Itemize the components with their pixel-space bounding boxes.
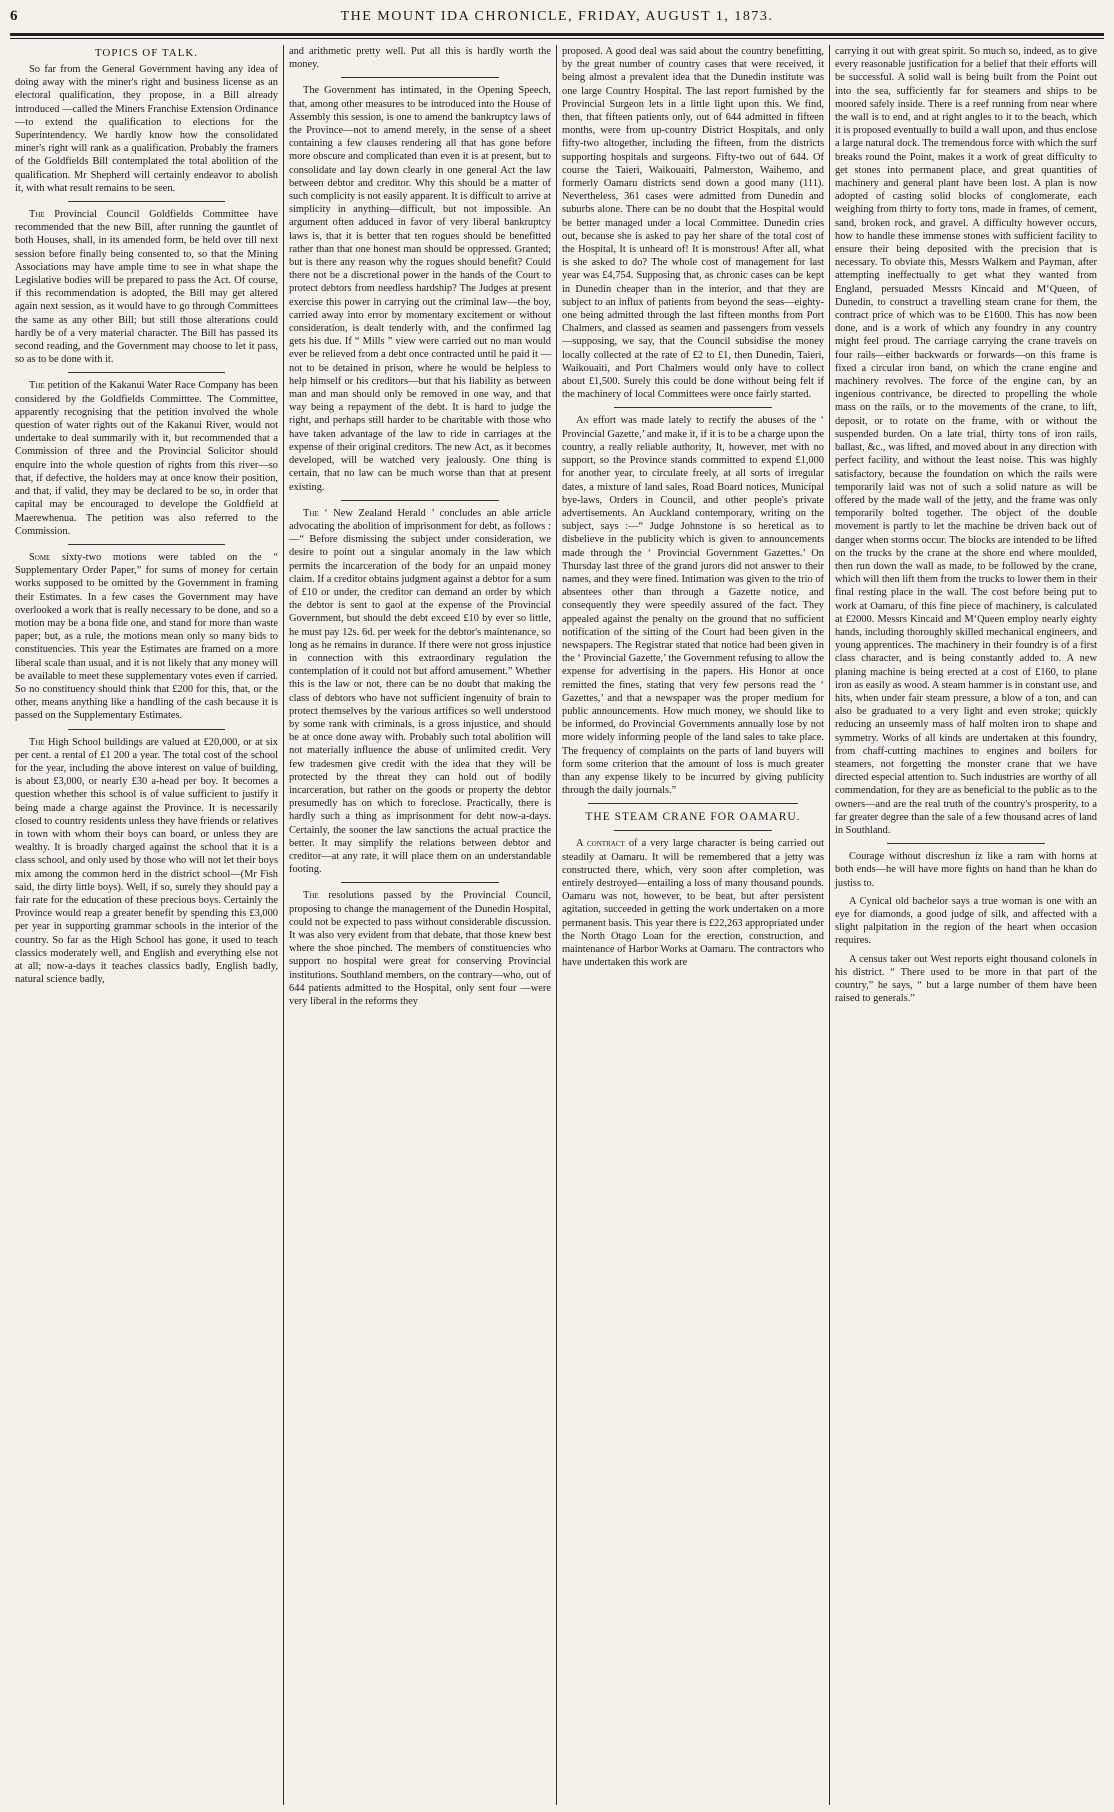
divider [588,803,798,804]
paragraph: The Provincial Council Goldfields Committee have recommended that the new Bill, after running the gauntlet of both Houses, shall, in its amended form, be held over till next session before finally being consented to, so that the Mining Associations may have ample time to see in what shape the Legislative bodies will be prepared to pass the Act. Of course, if this recommendation is adopted, the Bill may get altered again next session, as it would have to go through Committees the same as any other Bill; but still those alterations could hardly be of a very material character. The Bill has passed its second reading, and the Government may choose to let it pass, so as to be done with it. [15,209,278,366]
newspaper-masthead-title: THE MOUNT IDA CHRONICLE, FRIDAY, AUGUST 1, 1873. [340,9,774,24]
divider [341,77,498,78]
paragraph: The resolutions passed by the Provincial Council, proposing to change the management of the Dunedin Hospital, could not be expected to pass without considerable discussion. It was also very evident from that debate, that those knew best where the shoe pinched. The members of constituencies who support no hospital were great for conserving Provincial institutions. Southland members, on the contrary—who, out of 644 patients admitted to the Hospital, only sent four —were very liberal in the reforms they [289,890,551,1008]
paragraph-continued: carrying it out with great spirit. So much so, indeed, as to give every reasonable justification for a belief that their efforts will be successful. A solid wall is being built from the Point out into the sea, sufficiently far for steamers and ships to be moored safely inside. There is a reef running from near where the wall is to end, and at right angles to it to the beach, which it is proposed eventually to build a wall upon, and thus enclose a large natural dock. The tremendous force with which the surf breaks round the Point, makes it a work of great difficulty to get stones into permanent place, and great quantities of machinery and general plant have been lost. A plan is now adopted of casting solid blocks of conglomerate, each weighing from thirty to forty tons, made in frames, of cement, sand, broken rock, and gravel. A difficulty however occurs, how to handle these immense stones with sufficient facility to ensure their being deposited with the precision that is necessary. To obviate this, Messrs Walkem and Payman, after attempting ineffectually to get what they wanted from England, persuaded Messrs Kincaid and M‘Queen, of Dunedin, to construct a travelling steam crane for them, the contract price of which was to be £1600. This has now been done, and is a work of which any foundry in any country might feel proud. The carriage carrying the crane travels on four rails—either backwards or forwards—on this frame is fixed a circular iron band, on which the crane engine and machinery revolves. The force of the engine can, by an ingenious contrivance, be directed to propelling the whole mass on the rails, or to the movements of the crane, to lift, deposit, or to rotate on the frame, with or without the suspended burden. On a late trial, thirty tons of iron rails, ballast, &c., was lifted, and moved about in any direction with perfect facility, and without the least noise. This was highly satisfactory, because the foundation on which the rails were temporarily laid was not of such a solid nature as will be offered by the made wall of the jetty, and the frame was only temporarily bolted together. The object of the double movement is partly to let the machine be driven back out of danger when storms occur. The blocks are intended to be lifted on the trucks by the crane at the shore end where moulded, then run down the wall as made, to be followed by the crane, which will then lift them from the trucks to lower them in their final resting place in the wall. The cost before being put to work at Oamaru, of this fine piece of machinery, is calculated at £2000. Messrs Kincaid and M‘Queen employ nearly eighty hands, including thoroughly skilled mechanical engineers, and young apprentices. The machinery in their foundry is of a first class character, and is being constantly added to. A new planing machine is being erected at a cost of £160, to plane iron as easily as wood. A steam hammer is in constant use, and hits, when under fair steam pressure, a blow of a ton, and can also be graduated to a very light and even stroke; quickly reducing an unseemly mass of half molten iron to shape and symmetry. Works of all kinds are undertaken at this foundry, from chaff-cutting machines to engines and boilers for steamers, not forgetting the monster crane that we have directed especial attention to. Such industries are worthy of all commendation, for they are as beneficial to the public as to the owners—and are the real truth of the country's prosperity, to a far greater degree than the sale of a few thousand acres of land in Southland. [835,46,1097,836]
divider [614,407,771,408]
header-rule-thin [10,38,1104,39]
divider [341,882,498,883]
paragraph: The petition of the Kakanui Water Race Company has been considered by the Goldfields Committtee. The Committee, apparently recognising that the petition involved the whole question of water rights out of the Kakanui River, would not undertake to deal summarily with it, but recommended that a Commission of three and the Provincial Solicitor should enquire into the whole question of rights from this river—so that, if defective, the holders may at once know their position, and that, if valid, they may be declared to be so, in order that capital may be encouraged to develope the Goldfield at Maerewhenua. The petition was also referred to the Commission. [15,380,278,537]
page-number: 6 [10,8,18,24]
divider [68,544,226,545]
paragraph: The ‘ New Zealand Herald ’ concludes an able article advocating the abolition of imprisonment for debt, as follows :—“ Before dismissing the subject under consideration, we desire to point out a singular anomaly in the law which permits the incarceration of the body for an unpaid money claim. If a creditor obtains judgment against a debtor for a sum of £10 or under, the creditor can demand an order by which the debtor is sent to gaol at the expense of the Provincial Government, but should the debt exceed £10 by ever so little, he must pay 12s. 6d. per week for the debtor's maintenance, so long as he remains in durance. If there were not gross injustice in connection with this extraordinary regulation the contemplation of it could not but afford amusement.” Whether this is the law or not, there can be no doubt that making the class of debtors who have not sufficient ingenuity of brain to protect themselves by the various artifices so well understood by some rank with criminals, is a gross injustice, and should be at once done away with. Probably such total abolition will not materially influence the abuse of unlimited credit. Very few tradesmen give credit with the idea that they will be protected by the threat they can hold out of bodily incarceration, but rather on the goods or property the debtor presumedly has on which to foreclose. Practically, there is hardly such a thing as imprisonment for debt now-a-days. Certainly, the sooner the law sanctions the actual practice the better. It may simplify the relations between debtor and creditor—at any rate, it will place them on an understandable footing. [289,507,551,876]
paragraph: A contract of a very large character is being carried out steadily at Oamaru. It will be remembered that a jetty was constructed there, which, very soon after completion, was entirely destroyed—entailing a loss of many thousand pounds. Oamaru was not, however, to be beat, but after persistent agitation, succeeded in getting the work undertaken on a more permanent basis. This year there is £22,263 appropriated under the North Otago Loan for the erection, construction, and maintenance of Harbor Works at Oamaru. The contractors who have undertaken this work are [562,838,824,969]
paragraph: The High School buildings are valued at £20,000, or at six per cent. a rental of £1 200 a year. The total cost of the school for the year, including the above interest on value of building, is about £3,000, or nearly £30 a-head per boy. It becomes a question whether this school is of value sufficient to justify it being made a charge against the Province. It is necessarily closed to country residents unless they have friends or relatives in town with whom their boys can board, or unless they are wealthy. It is broadly charged against the school that it is a class school, and only used by those who will not let their boys mix among the common herd in the district school—(Mr Fish said, the dirty little boys). Well, if so, surely they should pay a fair rate for the education of these precious boys. Certainly the Province would reap a greater benefit by spending this £3,000 per year in supporting grammar schools in the interior of the country. So far as the High School has gone, it used to teach classics moderately well, and English and everything else not at all; now-a-days it teaches classics badly, English badly, natural science badly, [15,736,278,986]
divider [341,500,498,501]
divider [614,830,771,831]
paragraph: A Cynical old bachelor says a true woman is one with an eye for diamonds, a good judge of silk, and affected with a slight palpitation in the region of the heart when occasion requires. [835,895,1097,947]
paragraph: An effort was made lately to rectify the abuses of the ‘ Provincial Gazette,’ and make it, if it is to be a charge upon the country, a really reliable authority, It, however, met with no support, so the Province stands committed to expend £1,000 for another year, to circulate freely, at all sorts of irregular dates, a mixture of land sales, Road Board notices, Municipal bye-laws, Orders in Council, and other people's private advertisements. An Auckland contemporary, writing on the subject, says :—“ Judge Johnstone is so heretical as to disbelieve in the publicity which is given to announcements made through the ‘ Provincial Government Gazettes.’ On Thursday last three of the grand jurors did not answer to their names, and they were fined. Intimation was given to the trio of absentees other than through a Gazette notice, and consequently they were speedily assured of the fact. They appealed against the penalty on the ground that no sufficient notification of the sitting of the Court had been given in the newspapers. The Registrar stated that notice had been given in the ‘ Provincial Gazette,’ the Government refusing to allow the expense for advertising in the papers. His Honor at once remitted the fines, stating that very few persons read the ‘ Gazettes,’ and that a newspaper was the proper medium for public announcements. How much money, we should like to be informed, do Provincial Governments annually lose by not more widely informing people of the land sales to take place. The frequency of complaints on the parts of land buyers will form some criterion that the amount of loss is much greater than any expense likely to be incurred by giving publicity through the daily journals.” [562,415,824,797]
article-columns [10,45,1104,1805]
column-2 [283,45,556,1805]
paragraph: Courage without discreshun iz like a ram with horns at both ends—he will have more fights on hand than he khan do justiss to. [835,851,1097,889]
paragraph: Some sixty-two motions were tabled on the “ Supplementary Order Paper,” for sums of money for certain works supposed to be omitted by the Government in framing their Estimates. In a few cases the Government may have overlooked a work that is really necessary to be done, and so a motion may be a bona fide one, and stand for more than waste paper; but, as a rule, the motions mean only so many bids to constituencies. This year the Estimates are framed on a more liberal scale than usual, and it is not likely that any money will be available to meet these supplementary votes even if carried. So no constituency should think that £200 for this, that, or the other, means anything like a handling of the cash because it is passed on the Supplementary Estimates. [15,551,278,722]
column-4 [829,45,1102,1805]
paragraph-continued: and arithmetic pretty well. Put all this is hardly worth the money. [289,46,551,71]
paragraph: The Government has intimated, in the Opening Speech, that, among other measures to be introduced into the House of Assembly this session, is one to amend the bankruptcy laws of the Province—not to amend merely, in the sense of a sheet containing a few clauses rendering all that has gone before more obscure and complicated than even it is at present, but to consolidate and lay down clearly in one general Act the law between debtor and creditor. Why this should be a matter of such complicity is not easily apparent. It is difficult to arrive at simplicity in anything—difficult, but not impossible. An argument often adduced in favor of very liberal bankruptcy laws is, that it is better that ten rogues should be benefitted rather than that one honest man should be oppressed. Granted; but is there any reason why the rogues should benefit? Could there not be a discretional power in the hands of the Court to protect debtors from needless hardship? The Judges at present exercise this power in carrying out the criminal law—the boy, carried away into error by momentary excitement or without consideration, is dealt tenderly with, and the confirmed lag gets his due. If “ Mills ” view were carried out no man would ever be relieved from a debt once contracted until he paid it —not to be detained in prison, where he would be helpless to help himself or his creditors—but that his liability as between man and man should only be removed in one way, and that way being a repayment of the debt. It is hard to judge the right, and perhaps still harder to be charitable with those who have taken advantage of the law to ride in carriages at the expense of their original creditors. The new Act, as it becomes developed, will be watched very jealously. One thing is certain, that no law can be much worse than that at present existing. [289,85,551,493]
divider [68,729,226,730]
page-header [10,8,1104,30]
paragraph: A census taker out West reports eight thousand colonels in his district. “ There used to be more in that part of the country,” he says, “ but a large number of them have been raised to generals.” [835,953,1097,1005]
column-3 [556,45,829,1805]
paragraph-continued: proposed. A good deal was said about the country benefitting, by the great number of country cases that were received, it being almost a prevalent idea that the Dunedin institute was one large Country Hospital. The last report furnished by the Provincial Surgeon lets in a little light upon this. We find, then, that fifteen patients only, out of 644 admitted in fifteen months, were from up-country District Hospitals, and only fifty-two altogether, including the fifteen, from the districts supporting hospitals and surgeons. Fifty-two out of 644. Of course the Taieri, Waikouaiti, Palmerston, Waihemo, and formerly Oamaru districts send down a good many (111). Nevertheless, 361 cases were admitted from Dunedin and suburbs alone. There can be no doubt that the Hospital would be better managed under a local Committee. Dunedin cries out, because she is asked to pay her share of the total cost of the Hospital, It is unheard of! It is monstrous! After all, what is she asked to do? The whole cost of management for last year was £4,754. Supposing that, as chronic cases can be kept in Dunedin cheaper than in the interior, and that they are subject to an influx of patients from beyond the seas—eighty-one being admitted through the last fifteen months from Port Chalmers, and classed as seamen and passengers from vessels—supposing, we say, that the Council subsidise the money locally collected at the rate of £2 to £1, then Dunedin, Taieri, Waikouaiti, and Port Chalmers would only have to collect about £1,500. Surely this could be done without being felt if the machinery of local Committees were once fairly started. [562,46,824,401]
divider [887,843,1044,844]
section-heading-topics: TOPICS OF TALK. [94,47,199,59]
header-rule [10,33,1104,36]
divider [68,201,226,202]
section-heading-steam-crane: THE STEAM CRANE FOR OAMARU. [585,811,801,824]
paragraph: So far from the General Government having any idea of doing away with the miner's right and business license as an electoral qualification, they propose, in a Bill already introduced —called the Miners Franchise Extension Ordinance—to extend the qualification to elections for the Superintendency. We hardly know how the consolidated miner's right will rank as a qualification. Probably the framers of the Goldfields Bill contemplated the total abolition of the qualification. Mr Shepherd will certainly endeavor to abolish it, with what result remains to be seen. [15,64,278,194]
divider [68,372,226,373]
column-1 [10,45,283,1805]
